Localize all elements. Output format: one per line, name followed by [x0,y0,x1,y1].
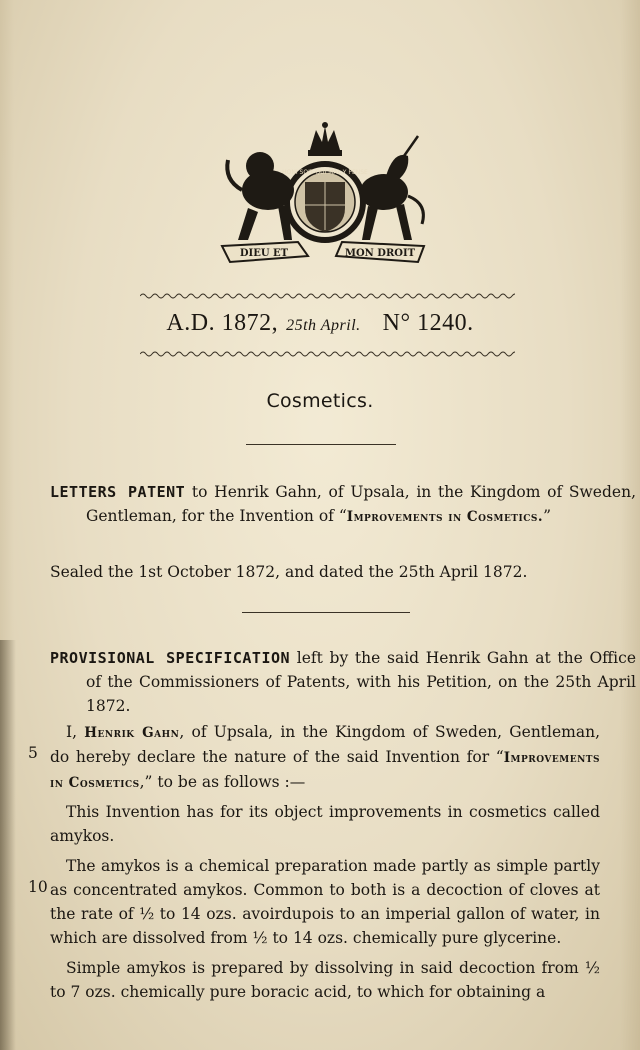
year-prefix: A.D. 1872, [166,310,279,336]
letters-patent-text: to Henrik Gahn, of Upsala, in the Kingdom of Sweden, Gentleman, for the Invention of “ [86,483,636,525]
body-paragraph-3: Simple amykos is prepared by dissolving in said decoction from ½ to 7 ozs. chemically pure boracic acid, to which for obtaining a [50,959,600,1001]
provisional-spec-paragraph [50,646,636,718]
sealed-line: Sealed the 1st October 1872, and dated the 25th April 1872. [50,563,528,581]
wavy-rule-bottom [140,350,515,358]
subject-heading: Cosmetics. [266,390,374,412]
page-edge-shadow [0,640,16,1050]
provisional-spec-text: left by the said Henrik Gahn at the Office of the Commissioners of Patents, with his Petition, on the 25th April 1872. [86,649,636,715]
motto-right: MON DROIT [344,248,416,259]
provisional-spec-lead: PROVISIONAL SPECIFICATION [50,649,291,667]
patent-date-line [0,310,640,337]
patent-date: 25th April. [286,317,361,334]
motto-left: DIEU ET [239,248,289,259]
inventor-name: Henrik Gahn [84,725,180,741]
letters-patent-lead: LETTERS PATENT [50,483,186,501]
royal-coat-of-arms [218,120,432,268]
divider-rule [246,444,396,445]
divider-rule [242,612,410,613]
declaration-close: ,” to be as follows :— [139,773,306,791]
patent-number: N° 1240. [382,310,474,336]
letters-patent-paragraph [50,480,636,529]
wavy-rule-top [140,292,515,300]
line-number-5: 5 [28,744,38,762]
garter-motto: HONI SOIT QUI MAL Y PENSE [282,169,368,176]
invention-title: Improvements in Cosmetics. [346,509,544,525]
declaration-paragraph [50,720,600,795]
declaration-text: , of Upsala, in the Kingdom of Sweden, Gentleman, do hereby declare the nature of the said Invention for “ [50,723,601,766]
letters-patent-close: ” [543,507,552,525]
declaration-text: I, [66,723,85,741]
body-paragraph-1: This Invention has for its object improvements in cosmetics called amykos. [50,803,600,845]
invention-title: Improvements in Cosmetics [50,750,600,791]
body-paragraph-2: The amykos is a chemical preparation made partly as simple partly as concentrated amykos. Common to both is a decoction of cloves at the rate of ½ to 14 ozs. avoirdupois to an imperial gallon of water, in which are dissolved from ½ to 14 ozs. chemically pure glycerine. [50,857,600,947]
line-number-10: 10 [28,878,48,896]
